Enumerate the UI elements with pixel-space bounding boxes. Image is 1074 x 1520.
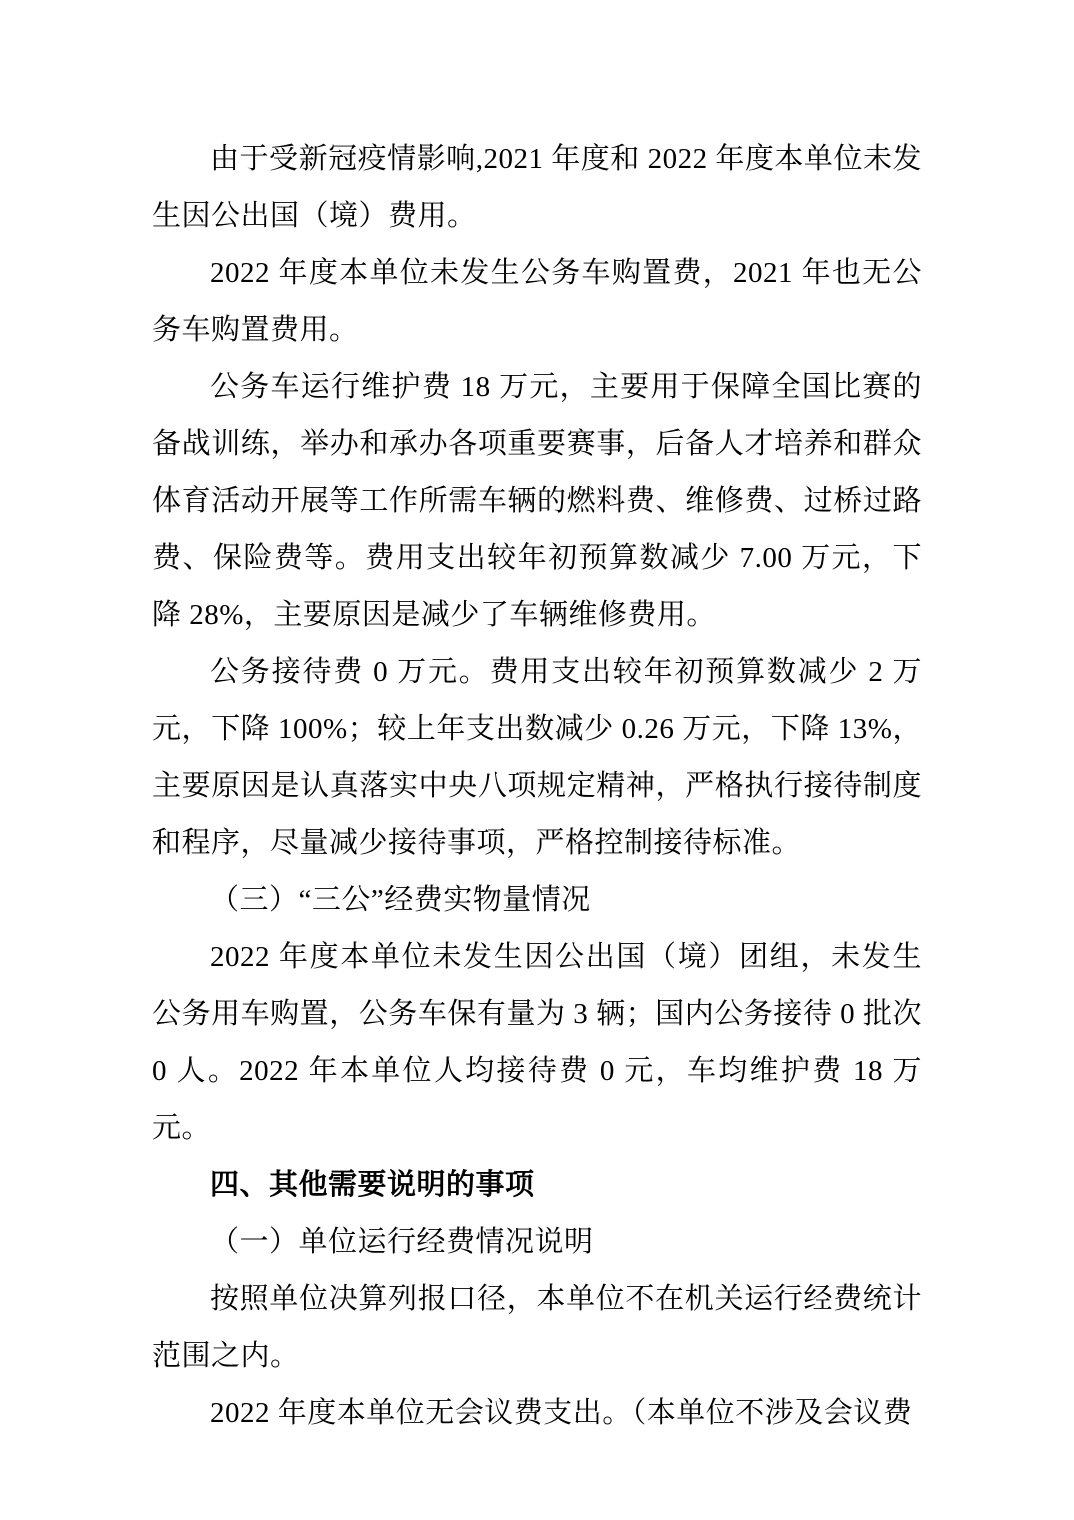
para-no-vehicle-purchase: 2022 年度本单位未发生公务车购置费，2021 年也无公务车购置费用。 xyxy=(152,257,922,346)
para-official-reception-cost: 公务接待费 0 万元。费用支出较年初预算数减少 2 万元，下降 100%；较上年支出数减少 0.26 万元，下降 13%，主要原因是认真落实中央八项规定精神，严格执行接待制度和程序，尽量减少接待事项，严格控制接待标准。 xyxy=(152,656,922,859)
heading-other-matters: 四、其他需要说明的事项 xyxy=(210,1169,535,1201)
para-three-public-physical-detail: 2022 年度本单位未发生因公出国（境）团组，未发生公务用车购置，公务车保有量为 3 辆；国内公务接待 0 批次 0 人。2022 年本单位人均接待费 0 元，车均维护费 18 万元。 xyxy=(152,941,922,1144)
para-vehicle-operation-cost: 公务车运行维护费 18 万元，主要用于保障全国比赛的备战训练，举办和承办各项重要赛事，后备人才培养和群众体育活动开展等工作所需车辆的燃料费、维修费、过桥过路费、保险费等。费用支出较年初预算数减少 7.00 万元，下降 28%，主要原因是减少了车辆维修费用。 xyxy=(152,371,922,631)
subheading-unit-operating-cost: （一）单位运行经费情况说明 xyxy=(210,1226,594,1258)
para-statistics-scope: 按照单位决算列报口径，本单位不在机关运行经费统计范围之内。 xyxy=(152,1283,922,1372)
subheading-three-public-physical-quantity: （三）“三公”经费实物量情况 xyxy=(210,884,591,916)
para-covid-no-abroad-expense: 由于受新冠疫情影响,2021 年度和 2022 年度本单位未发生因公出国（境）费用。 xyxy=(152,143,922,232)
para-no-meeting-expense: 2022 年度本单位无会议费支出。（本单位不涉及会议费 xyxy=(210,1397,913,1429)
document-content xyxy=(152,131,922,1442)
